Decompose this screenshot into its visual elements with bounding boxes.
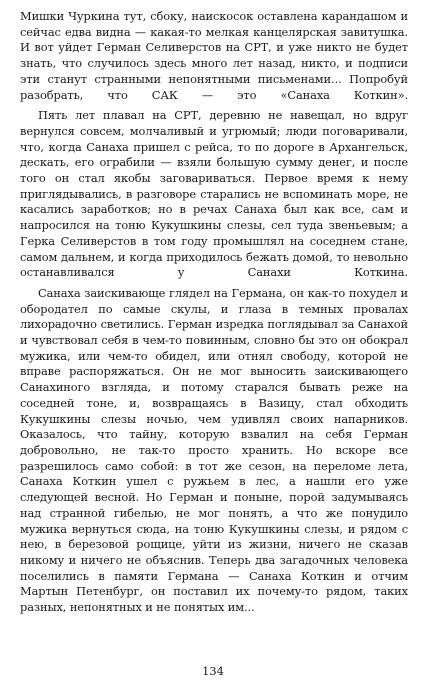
paragraph-1: Мишки Чуркина тут, сбоку, наискосок оставлена карандашом и сейчас едва видна — какая-то мелкая канцелярская завитушка. И вот уйдет Герман Селиверстов на СРТ, и уже никто не будет знать, что случилось здесь много лет назад, никто, и подписи эти станут странными непонятными письменами... Попробуй разобрать, что САК — это «Санаха Коткин». [20, 9, 408, 102]
page-number: 134 [202, 664, 224, 678]
paragraph-2: Пять лет плавал на СРТ, деревню не навещал, но вдруг вернулся совсем, молчаливый и угрюмый; люди поговаривали, что, когда Санаха пришел с рейса, то по дороге в Архангельск, дескать, его ограбили — взяли большую сумму денег, и после того он стал якобы заговариваться. Первое время к нему приглядывались, в разговоре старались не вспоминать море, не касались заработков; но в речах Санаха был как все, сам и напросился на тоню Кукушкины слезы, сел туда звеньевым; а Герка Селиверстов в том году промышлял на соседнем стане, самом дальнем, и когда приходилось бежать домой, то невольно останавливался у Санахи Коткина. [20, 108, 408, 280]
body-text [20, 9, 408, 621]
paragraph-3: Санаха заискивающе глядел на Германа, он как-то похудел и обородател по самые скулы, и глаза в темных провалах лихорадочно светились. Герман изредка поглядывал за Санахой и чувствовал себя в чем-то повинным, словно бы это он обокрал мужика, или чем-то обидел, или отнял свободу, которой не вправе распоряжаться. Он не мог выносить заискивающего Санахиного взгляда, и потому старался бывать реже на соседней тоне, и, возвращаясь в Вазицу, стал обходить Кукушкины слезы ночью, чем удивлял своих напарников. Оказалось, что тайну, которую взвалил на себя Герман добровольно, не так-то просто хранить. Но вскоре все разрешилось само собой: в тот же сезон, на переломе лета, Санаха Коткин ушел с ружьем в лес, а нашли его уже следующей весной. Но Герман и поныне, порой задумываясь над странной гибелью, не мог понять, а что же понудило мужика вернуться сюда, на тоню Кукушкины слезы, и рядом с нею, в березовой рощице, уйти из жизни, ничего не сказав никому и ничего не объяснив. Теперь два загадочных человека поселились в памяти Германа — Санаха Коткин и отчим Мартын Петенбург, он поставил их почему-то рядом, таких разных, непонятных и не понятых им... [20, 285, 408, 615]
